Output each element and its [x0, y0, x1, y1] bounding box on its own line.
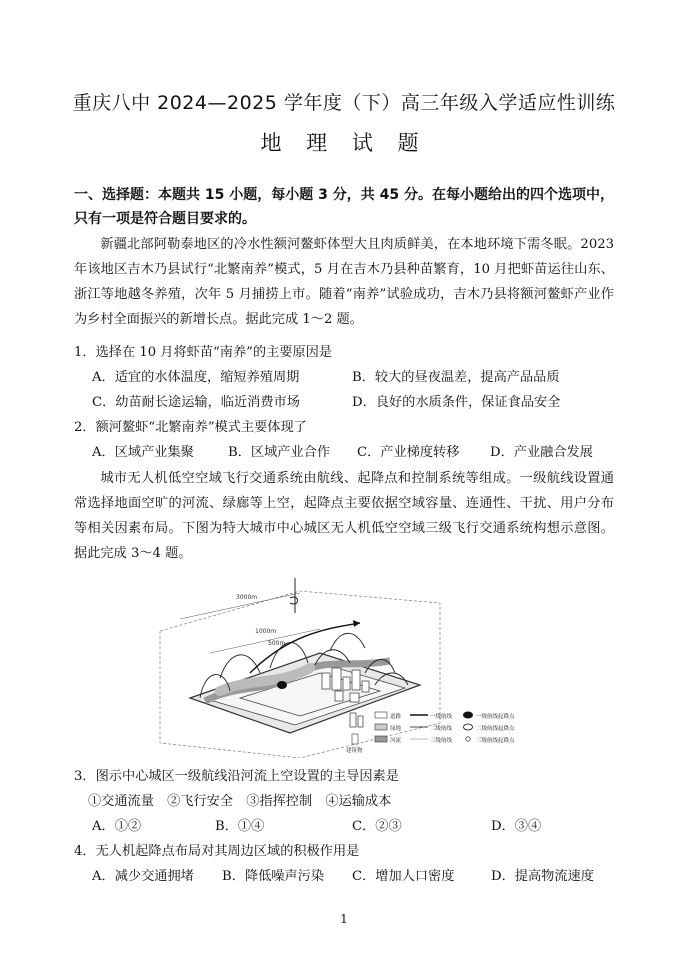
legend-green: 绿地 [390, 726, 402, 732]
question-1-option-c: C．幼苗耐长途运输，临近消费市场 [92, 395, 300, 410]
question-2-stem: 2．额河鳌虾“北繁南养”模式主要体现了 [74, 420, 307, 435]
legend [346, 712, 515, 755]
question-3-factors: ①交通流量 ②飞行安全 ③指挥控制 ④运输成本 [88, 794, 392, 809]
legend-pad-2: 二级航线起降点 [476, 726, 515, 732]
question-3-stem: 3．图示中心城区一级航线沿河流上空设置的主导因素是 [74, 769, 399, 784]
dim-3000m: 3000m [236, 594, 258, 601]
question-2-option-a: A．区域产业集聚 [92, 445, 194, 460]
legend-road: 道路 [390, 714, 402, 720]
subject-title: 地 理 试 题 [260, 131, 428, 155]
material-2 [74, 466, 614, 566]
page-number: 1 [340, 912, 348, 926]
question-3-option-b: B．①④ [215, 819, 265, 834]
dim-1000m: 1000m [255, 628, 277, 635]
question-3-option-c: C．②③ [352, 819, 402, 834]
question-3-option-d: D．③④ [491, 819, 542, 834]
material-1 [74, 232, 614, 332]
question-4-option-b: B．降低噪声污染 [222, 869, 325, 884]
drone-airspace-diagram [150, 573, 550, 758]
question-1-option-d: D．良好的水质条件，保证食品安全 [352, 395, 561, 410]
legend-pad-1: 一级航线起降点 [476, 714, 515, 720]
material-2-paragraph: 城市无人机低空空域飞行交通系统由航线、起降点和控制系统等组成。一级航线设置通常选择地面空旷的河流、绿廊等上空，起降点主要依据空域容量、连通性、干扰、用户分布等相关因素布局。下图为特大城市中心城区无人机低空空域三级飞行交通系统构想示意图。据此完成 3～4 题。 [74, 471, 614, 561]
material-1-paragraph: 新疆北部阿勒泰地区的冷水性额河鳌虾体型大且肉质鲜美，在本地环境下需冬眠。2023 年该地区吉木乃县试行“北繁南养”模式，5 月在吉木乃县种苗繁育，10 月把虾苗运往山东、浙江等地越冬养殖，次年 5 月捕捞上市。随着“南养”试验成功，吉木乃县将额河鳌虾产业作为乡村全面振兴的新增长点。据此完成 1～2 题。 [74, 237, 614, 327]
dim-500m: 500m [268, 640, 286, 647]
question-1-stem: 1．选择在 10 月将虾苗“南养”的主要原因是 [74, 345, 333, 360]
question-4-stem: 4．无人机起降点布局对其周边区域的积极作用是 [74, 844, 360, 859]
question-2-option-d: D．产业融合发展 [490, 445, 593, 460]
legend-pad-3: 三级航线起降点 [476, 738, 515, 744]
question-4-option-a: A．减少交通拥堵 [92, 869, 194, 884]
question-4-option-d: D．提高物流速度 [491, 869, 594, 884]
question-1-option-a: A．适宜的水体温度，缩短养殖周期 [92, 370, 300, 385]
legend-river: 河流 [390, 738, 402, 744]
legend-route-3: 三级航线 [430, 738, 453, 744]
legend-route-2: 二级航线 [430, 726, 453, 732]
question-4-option-c: C．增加人口密度 [352, 869, 455, 884]
question-3-option-a: A．①② [92, 819, 142, 834]
exam-title: 重庆八中 2024—2025 学年度（下）高三年级入学适应性训练 [72, 92, 616, 114]
question-1-option-b: B．较大的昼夜温差，提高产品品质 [352, 370, 560, 385]
primary-pad [277, 681, 287, 689]
question-2-option-b: B．区域产业合作 [228, 445, 331, 460]
legend-route-1: 一级航线 [430, 714, 453, 720]
section-heading: 一、选择题：本题共 15 小题，每小题 3 分，共 45 分。在每小题给出的四个选项中，只有一项是符合题目要求的。 [74, 187, 614, 227]
question-2-option-c: C．产业梯度转移 [357, 445, 460, 460]
legend-building: 建筑物 [346, 748, 363, 754]
